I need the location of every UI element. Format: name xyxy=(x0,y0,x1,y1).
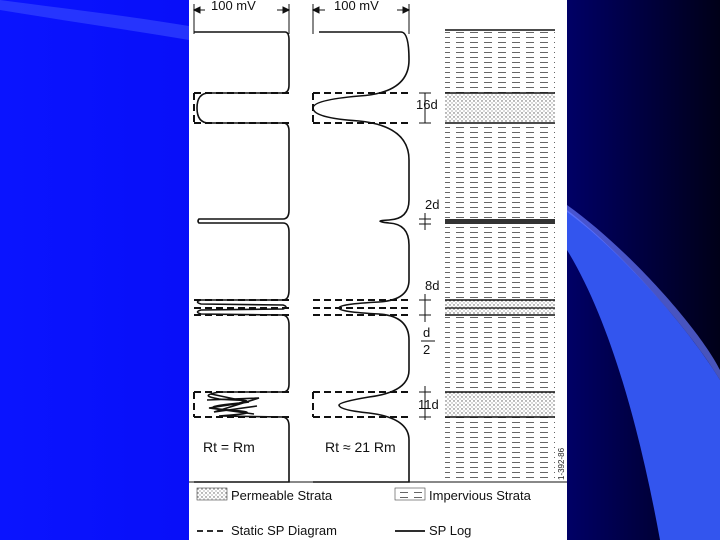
legend-impervious-label: Impervious Strata xyxy=(429,488,531,503)
bed-mark-2d: 2d xyxy=(425,197,440,212)
static-sp-right xyxy=(313,93,409,417)
sp-log-figure xyxy=(189,0,567,540)
bed-mark-11d: 11d xyxy=(418,397,439,412)
bed-mark-16d: 16d xyxy=(416,97,438,112)
legend-impervious-swatch xyxy=(395,488,425,500)
permeable-bed-2 xyxy=(445,219,555,224)
sp-log-left xyxy=(194,32,289,482)
formula-left: Rt = Rm xyxy=(203,439,255,455)
bed-mark-2: 2 xyxy=(423,342,431,357)
permeable-bed-1 xyxy=(445,93,555,123)
scale-label-right: 100 mV xyxy=(334,0,379,13)
formula-right: Rt ≈ 21 Rm xyxy=(325,439,396,455)
bed-mark-8d: 8d xyxy=(425,278,440,293)
legend-permeable-label: Permeable Strata xyxy=(231,488,333,503)
bed-mark-d: d xyxy=(423,325,431,340)
legend-sp-log-label: SP Log xyxy=(429,523,472,538)
sp-log-right xyxy=(313,32,409,482)
scale-label-left: 100 mV xyxy=(211,0,256,13)
bed-markers xyxy=(419,93,435,420)
lithology-column xyxy=(445,30,555,482)
legend-permeable-swatch xyxy=(197,488,227,500)
figure-code: 1-392-86 xyxy=(557,447,566,480)
permeable-bed-4 xyxy=(445,392,555,417)
sp-diagram-drawing xyxy=(189,0,567,540)
static-sp-left xyxy=(194,93,289,417)
legend-static-sp-label: Static SP Diagram xyxy=(231,523,337,538)
